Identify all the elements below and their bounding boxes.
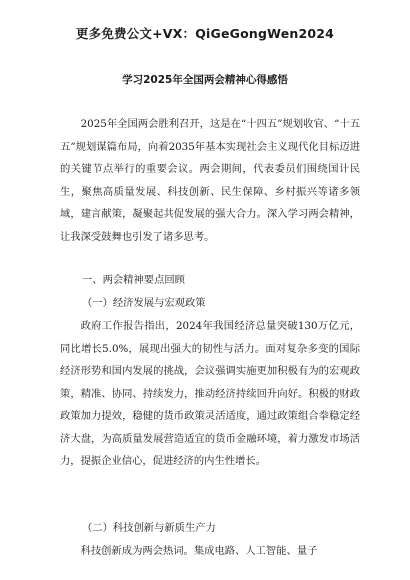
subsection-heading-tech: （二）科技创新与新质生产力: [82, 522, 216, 534]
economy-paragraph: 政府工作报告指出，2024年我国经济总量突破130万亿元，同比增长5.0%，展现出强大的韧性与活力。面对复杂多变的国际经济形势和国内发展的挑战，会议强调实施更加积极有为的宏观政策，精准、协同、持续发力，推动经济持续回升向好。积极的财政政策加力提效，稳健的货币政策灵活适度，通过政策组合拳稳定经济大盘，为高质量发展营造适宜的货币金融环境，着力激发市场活力，提振企业信心，促进经济的内生性增长。: [60, 320, 360, 467]
document-title: 学习2025年全国两会精神心得感悟: [122, 74, 288, 86]
intro-paragraph: 2025年全国两会胜利召开，这是在“十四五”规划收官、“十五五”规划谋篇布局，向着2035年基本实现社会主义现代化目标迈进的关键节点举行的重要会议。两会期间，代表委员们围绕国计民生，聚焦高质量发展、科技创新、民生保障、乡村振兴等诸多领域，建言献策，凝聚起共促发展的强大合力。深入学习两会精神，让我深受鼓舞也引发了诸多思考。: [60, 118, 360, 243]
promo-header: 更多免费公文+VX：QiGeGongWen2024: [75, 26, 335, 41]
tech-paragraph: 科技创新成为两会热词。集成电路、人工智能、量子: [80, 545, 318, 557]
section-heading-1: 一、两会精神要点回顾: [82, 274, 185, 286]
subsection-heading-economy: （一）经济发展与宏观政策: [82, 297, 206, 309]
